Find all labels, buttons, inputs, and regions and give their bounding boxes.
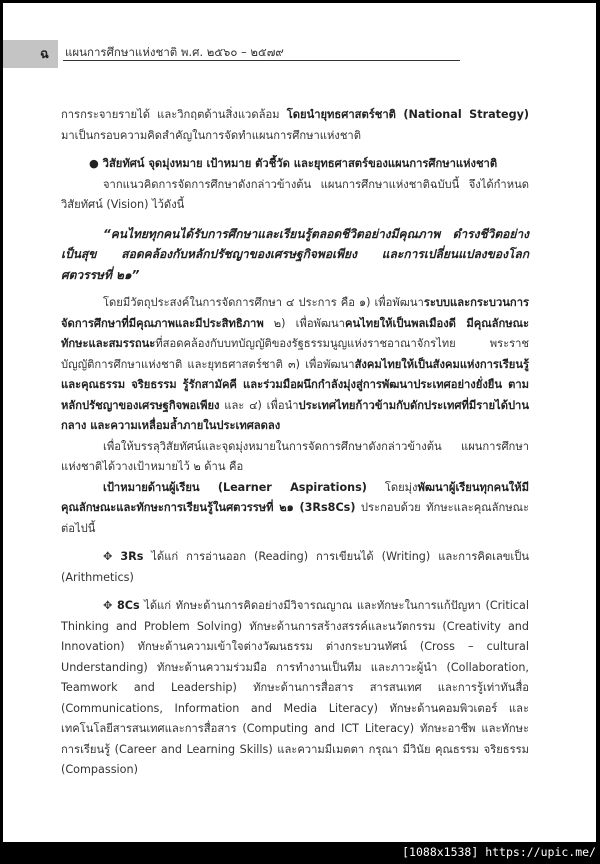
- document-page: [3, 3, 596, 842]
- diamond-bullet-icon: ✥: [103, 599, 113, 612]
- page-number: ฉ: [40, 47, 49, 62]
- image-watermark: [1088x1538] https://upic.me/: [402, 845, 596, 859]
- section-heading: ● วิสัยทัศน์ จุดมุ่งหมาย เป้าหมาย ตัวชี้วัด และยุทธศาสตร์ของแผนการศึกษาแห่งชาติ: [89, 157, 498, 170]
- list-item-3rs: ✥ 3Rs ได้แก่ การอ่านออก (Reading) การเขียนได้ (Writing) และการคิดเลขเป็น (Arithmetics): [61, 550, 529, 584]
- vision-quote: “คนไทยทุกคนได้รับการศึกษาและเรียนรู้ตลอดชีวิตอย่างมีคุณภาพ ดำรงชีวิตอย่างเป็นสุข สอดคล้องกับหลักปรัชญาของเศรษฐกิจพอเพียง และการเปลี่ยนแปลงของโลกศตวรรษที่ ๒๑”: [61, 226, 529, 282]
- paragraph-objectives: โดยมีวัตถุประสงค์ในการจัดการศึกษา ๔ ประการ คือ ๑) เพื่อพัฒนาระบบและกระบวนการจัดการศึกษาที่มีคุณภาพและมีประสิทธิภาพ ๒) เพื่อพัฒนาคนไทยให้เป็นพลเมืองดี มีคุณลักษณะ ทักษะและสมรรถนะที่สอดคล้องกับบทบัญญัติของรัฐธรรมนูญแห่งราชอาณาจักรไทย พระราชบัญญัติการศึกษาแห่งชาติ และยุทธศาสตร์ชาติ ๓) เพื่อพัฒนาสังคมไทยให้เป็นสังคมแห่งการเรียนรู้ และคุณธรรม จริยธรรม รู้รักสามัคคี และร่วมมือผนึกกำลังมุ่งสู่การพัฒนาประเทศอย่างยั่งยืน ตามหลักปรัชญาของเศรษฐกิจพอเพียง และ ๔) เพื่อนำประเทศไทยก้าวข้ามกับดักประเทศที่มีรายได้ปานกลาง และความเหลื่อมล้ำภายในประเทศลดลง: [61, 296, 530, 432]
- paragraph-intro: การกระจายรายได้ และวิกฤตด้านสิ่งแวดล้อม โดยนำยุทธศาสตร์ชาติ (National Strategy) มาเป็นกรอบความคิดสำคัญในการจัดทำแผนการศึกษาแห่งชาติ: [61, 108, 529, 142]
- paragraph-vision-intro: จากแนวคิดการจัดการศึกษาดังกล่าวข้างต้น แผนการศึกษาแห่งชาติฉบับนี้ จึงได้กำหนดวิสัยทัศน์ (Vision) ไว้ดังนี้: [61, 177, 529, 211]
- list-item-8cs: ✥ 8Cs ได้แก่ ทักษะด้านการคิดอย่างมีวิจารณญาณ และทักษะในการแก้ปัญหา (Critical Thinking and Problem Solving) ทักษะด้านการสร้างสรรค์และนวัตกรรม (Creativity and Innovation) ทักษะด้านความเข้าใจต่างวัฒนธรรม ต่างกระบวนทัศน์ (Cross – cultural Understanding) ทักษะด้านความร่วมมือ การทำงานเป็นทีม และภาวะผู้นำ (Collaboration, Teamwork and Leadership) ทักษะด้านการสื่อสาร สารสนเทศ และการรู้เท่าทันสื่อ (Communications, Information and Media Literacy) ทักษะด้านคอมพิวเตอร์ และเทคโนโลยีสารสนเทศและการสื่อสาร (Computing and ICT Literacy) ทักษะอาชีพ และทักษะการเรียนรู้ (Career and Learning Skills) และความมีเมตตา กรุณา มีวินัย คุณธรรม จริยธรรม (Compassion): [61, 599, 529, 776]
- paragraph-goals: เพื่อให้บรรลุวิสัยทัศน์และจุดมุ่งหมายในการจัดการศึกษาดังกล่าวข้างต้น แผนการศึกษาแห่งชาติได้วางเป้าหมายไว้ ๒ ด้าน คือ: [61, 439, 529, 473]
- diamond-bullet-icon: ✥: [103, 550, 113, 563]
- body-content: [61, 105, 529, 781]
- header-rule: [63, 60, 460, 61]
- paragraph-learner-aspirations: เป้าหมายด้านผู้เรียน (Learner Aspirations) โดยมุ่งพัฒนาผู้เรียนทุกคนให้มีคุณลักษณะและทักษะการเรียนรู้ในศตวรรษที่ ๒๑ (3Rs8Cs) ประกอบด้วย ทักษะและคุณลักษณะต่อไปนี้: [61, 480, 529, 535]
- page-number-tab: [3, 40, 58, 68]
- running-header-title: แผนการศึกษาแห่งชาติ พ.ศ. ๒๕๖๐ – ๒๕๗๙: [65, 45, 284, 59]
